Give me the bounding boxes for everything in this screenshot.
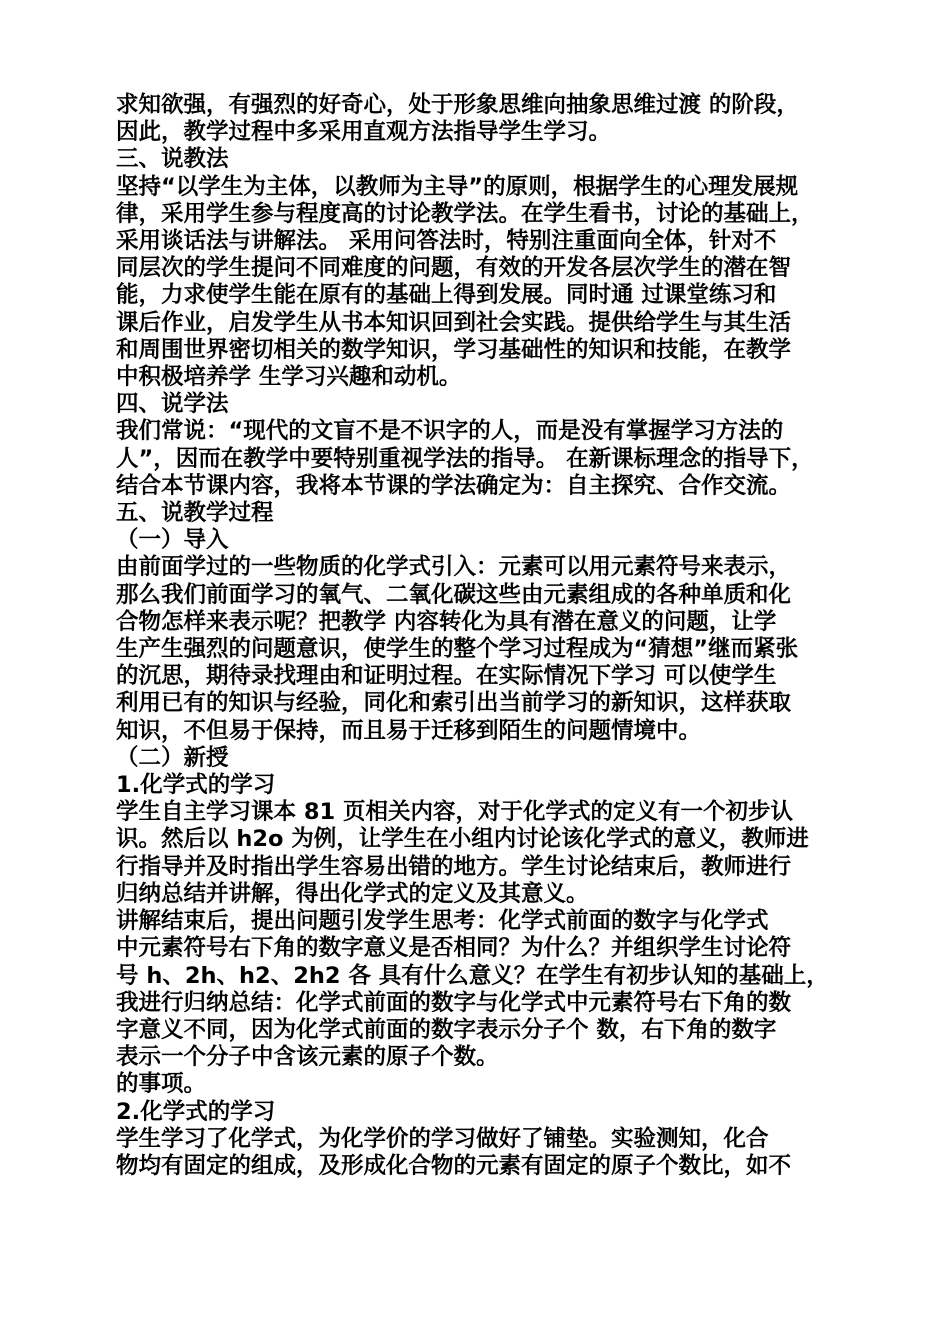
text-line: 因此，教学过程中多采用直观方法指导学生学习。 <box>116 119 612 146</box>
text-line: 结合本节课内容，我将本节课的学法确定为：自主探究、合作交流。 <box>116 472 792 499</box>
text-line: 讲解结束后，提出问题引发学生思考：化学式前面的数字与化学式 <box>116 908 769 935</box>
text-line: 学生自主学习课本 81 页相关内容，对于化学式的定义有一个初步认 <box>116 799 793 826</box>
text-line: 课后作业，启发学生从书本知识回到社会实践。提供给学生与其生活 <box>116 309 792 336</box>
section-heading: 五、说教学过程 <box>116 500 274 527</box>
subsection-heading: 2.化学式的学习 <box>116 1098 276 1125</box>
text-line: 归纳总结并讲解，得出化学式的定义及其意义。 <box>116 880 589 907</box>
section-heading: 四、说学法 <box>116 391 229 418</box>
text-line: 求知欲强，有强烈的好奇心，处于形象思维向抽象思维过渡 的阶段， <box>116 92 799 118</box>
text-line: 学生学习了化学式，为化学价的学习做好了铺垫。实验测知，化合 <box>116 1125 769 1152</box>
text-line: 我们常说：“现代的文盲不是不识字的人，而是没有掌握学习方法的 <box>116 418 784 445</box>
text-line: 知识，不但易于保持，而且易于迁移到陌生的问题情境中。 <box>116 717 702 744</box>
text-line: 由前面学过的一些物质的化学式引入：元素可以用元素符号来表示， <box>116 554 792 581</box>
document-page <box>116 92 846 1180</box>
subsection-heading: （一）导入 <box>116 527 229 554</box>
text-line: 律，采用学生参与程度高的讨论教学法。在学生看书，讨论的基础上， <box>116 200 814 227</box>
text-line: 合物怎样来表示呢？把教学 内容转化为具有潜在意义的问题，让学 <box>116 608 777 635</box>
text-line: 人”，因而在教学中要特别重视学法的指导。 在新课标理念的指导下， <box>116 445 814 472</box>
text-line: 号 h、2h、h2、2h2 各 具有什么意义？在学生有初步认知的基础上， <box>116 962 829 989</box>
subsection-heading: 1.化学式的学习 <box>116 772 276 799</box>
text-line: 表示一个分子中含该元素的原子个数。 <box>116 1044 499 1071</box>
text-line: 中积极培养学 生学习兴趣和动机。 <box>116 364 462 391</box>
text-line: 的沉思，期待录找理由和证明过程。在实际情况下学习 可以使学生 <box>116 663 777 690</box>
text-line: 物均有固定的组成，及形成化合物的元素有固定的原子个数比，如不 <box>116 1152 792 1179</box>
text-line: 行指导并及时指出学生容易出错的地方。学生讨论结束后，教师进行 <box>116 853 792 880</box>
text-line: 识。然后以 h2o 为例，让学生在小组内讨论该化学式的意义，教师进 <box>116 826 809 853</box>
text-line: 那么我们前面学习的氧气、二氧化碳这些由元素组成的各种单质和化 <box>116 581 792 608</box>
text-line: 我进行归纳总结：化学式前面的数字与化学式中元素符号右下角的数 <box>116 989 792 1016</box>
text-line: 同层次的学生提问不同难度的问题，有效的开发各层次学生的潜在智 <box>116 255 792 282</box>
text-line: 坚持“以学生为主体，以教师为主导”的原则，根据学生的心理发展规 <box>116 173 799 200</box>
text-line: 的事项。 <box>116 1071 207 1098</box>
text-line: 采用谈话法与讲解法。 采用问答法时，特别注重面向全体，针对不 <box>116 228 777 255</box>
section-heading: 三、说教法 <box>116 146 229 173</box>
text-line: 和周围世界密切相关的数学知识，学习基础性的知识和技能，在教学 <box>116 336 792 363</box>
subsection-heading: （二）新授 <box>116 744 229 771</box>
text-line: 字意义不同，因为化学式前面的数字表示分子个 数，右下角的数字 <box>116 1016 777 1043</box>
text-line: 能，力求使学生能在原有的基础上得到发展。同时通 过课堂练习和 <box>116 282 777 309</box>
text-line: 利用已有的知识与经验，同化和索引出当前学习的新知识，这样获取 <box>116 690 792 717</box>
text-line: 中元素符号右下角的数字意义是否相同？为什么？并组织学生讨论符 <box>116 935 792 962</box>
text-line: 生产生强烈的问题意识，使学生的整个学习过程成为“猜想”继而紧张 <box>116 636 799 663</box>
